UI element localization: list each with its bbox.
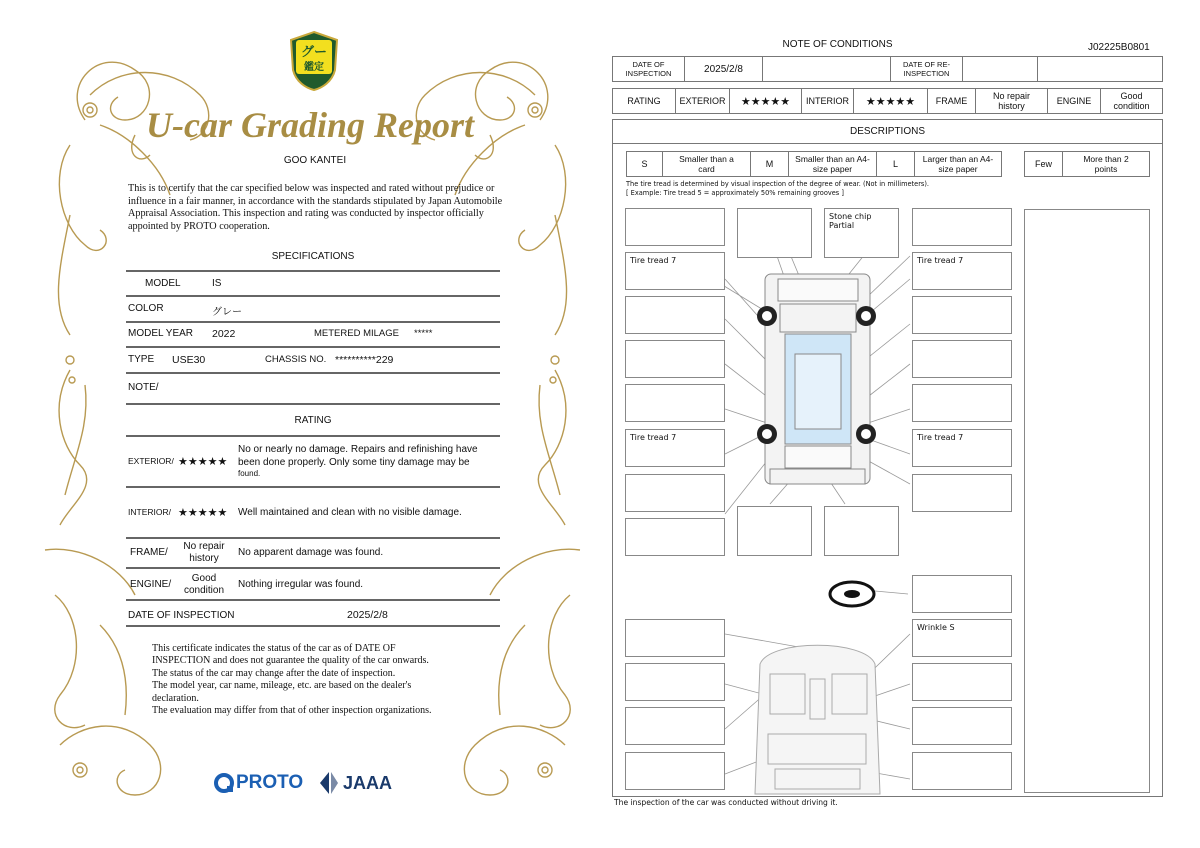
- note-box: [625, 296, 725, 334]
- legend-key-few: Few: [1025, 152, 1063, 176]
- conditions-title: NOTE OF CONDITIONS: [782, 38, 893, 50]
- certificate-footer-text: [152, 643, 482, 717]
- note-box: [625, 340, 725, 378]
- interior-label: INTERIOR/: [128, 507, 171, 517]
- legend-key-l: L: [877, 152, 915, 176]
- legend-text-m: Smaller than an A4-size paper: [789, 152, 877, 176]
- note-box: [625, 663, 725, 701]
- report-title: U-car Grading Report: [145, 105, 474, 145]
- engine-description: Nothing irregular was found.: [238, 579, 364, 590]
- chassis-label: CHASSIS NO.: [265, 354, 327, 365]
- specifications-heading: SPECIFICATIONS: [271, 250, 355, 262]
- certify-text: This is to certify that the car specified below was inspected and rated without prejudice or influence in a fair manner, in accordance with the standards stipulated by Japan Automobile Appraisal Association. This inspection and rating was conducted by inspector officially appointed by PROTO cooperation.: [128, 183, 503, 232]
- model-year-value: 2022: [212, 328, 236, 340]
- engine-value: Good condition: [183, 573, 225, 596]
- exterior-description-2: found.: [238, 469, 261, 478]
- legend-key-s: S: [627, 152, 663, 176]
- interior-stars: ★★★★★: [178, 506, 228, 519]
- exterior-stars: ★★★★★: [178, 455, 228, 468]
- note-box: [912, 474, 1012, 512]
- engine-value: Good condition: [1113, 91, 1150, 111]
- mileage-label: METERED MILAGE: [314, 328, 399, 339]
- note-label: NOTE/: [128, 382, 159, 393]
- exterior-label: EXTERIOR/: [128, 456, 174, 466]
- conditions-footer: The inspection of the car was conducted without driving it.: [614, 798, 838, 807]
- wrinkle-label: Wrinkle S: [917, 623, 955, 632]
- report-code: J02225B0801: [1088, 42, 1150, 53]
- note-box: [625, 518, 725, 556]
- note-box-tire-rear-right: [912, 429, 1012, 467]
- frame-value: No repair history: [976, 89, 1048, 113]
- proto-logo-text: PROTO: [236, 772, 304, 793]
- note-box-tire-front-right: [912, 252, 1012, 290]
- tire-rr-label: Tire tread 7: [917, 433, 964, 442]
- exterior-label: EXTERIOR: [676, 89, 730, 113]
- note-box-wrinkle: [912, 619, 1012, 657]
- jaaa-logo-text: JAAA: [343, 772, 393, 793]
- note-box: [737, 208, 812, 258]
- chassis-value: **********229: [335, 354, 394, 366]
- frame-label: FRAME: [928, 89, 976, 113]
- note-box: [625, 208, 725, 246]
- jaaa-logo: [318, 770, 392, 796]
- note-box: [912, 384, 1012, 422]
- frame-label: FRAME/: [130, 547, 168, 558]
- frame-description: No apparent damage was found.: [238, 547, 384, 558]
- engine-label: ENGINE/: [130, 579, 172, 590]
- footer-line: The model year, car name, mileage, etc. are based on the dealer's: [152, 680, 412, 692]
- interior-description: Well maintained and clean with no visible damage.: [238, 507, 462, 518]
- proto-mark-icon: [213, 772, 235, 794]
- rating-heading: RATING: [294, 414, 332, 426]
- legend-key-m: M: [751, 152, 789, 176]
- note-box-steering: [912, 575, 1012, 613]
- note-box: [912, 208, 1012, 246]
- model-year-label: MODEL YEAR: [128, 328, 194, 339]
- note-box: [625, 384, 725, 422]
- note-box-tire-rear-left: [625, 429, 725, 467]
- type-value: USE30: [172, 354, 206, 366]
- color-label: COLOR: [128, 303, 164, 314]
- footer-line: The evaluation may differ from that of other inspection organizations.: [152, 705, 432, 717]
- report-subtitle: GOO KANTEI: [283, 154, 347, 166]
- note-box: [625, 474, 725, 512]
- interior-label: INTERIOR: [802, 89, 854, 113]
- note-box-tire-front-left: [625, 252, 725, 290]
- engine-label: ENGINE: [1048, 89, 1101, 113]
- color-value: グレー: [212, 307, 242, 318]
- frame-value: No repair history: [183, 541, 225, 564]
- note-box: [912, 296, 1012, 334]
- note-box: [912, 752, 1012, 790]
- grading-report-certificate: [40, 25, 585, 805]
- footer-line: The status of the car may change after the date of inspection.: [152, 667, 396, 679]
- exterior-description: No or nearly no damage. Repairs and refinishing have been done properly. Only some tiny damage may be: [238, 444, 478, 468]
- type-label: TYPE: [128, 354, 155, 365]
- note-box: [625, 619, 725, 657]
- legend-text-s: Smaller than a card: [663, 152, 751, 176]
- note-box: [912, 663, 1012, 701]
- steering-wheel-icon: [830, 582, 874, 606]
- exterior-stars: ★★★★★: [730, 89, 802, 113]
- interior-stars: ★★★★★: [854, 89, 928, 113]
- tire-fl-label: Tire tread 7: [630, 256, 677, 265]
- legend-text-l: Larger than an A4-size paper: [922, 154, 994, 174]
- mileage-value: *****: [414, 328, 433, 339]
- date-of-inspection-value: 2025/2/8: [347, 609, 388, 621]
- tire-note-2: [ Example: Tire tread 5 = approximately 50% remaining grooves ]: [626, 189, 844, 197]
- footer-line: INSPECTION and does not guarantee the quality of the car onwards.: [152, 655, 429, 667]
- stone-chip-label: Stone chip Partial: [829, 212, 872, 230]
- tire-note-1: The tire tread is determined by visual inspection of the degree of wear. (Not in millimeters).: [626, 180, 930, 188]
- proto-logo: [213, 770, 303, 796]
- tire-rl-label: Tire tread 7: [630, 433, 677, 442]
- footer-line: declaration.: [152, 692, 199, 704]
- note-box: [625, 707, 725, 745]
- model-value: IS: [212, 278, 222, 289]
- date-of-inspection-label: DATE OF INSPECTION: [128, 610, 235, 621]
- reinspection-label: DATE OF RE-INSPECTION: [891, 57, 963, 81]
- note-box: [737, 506, 812, 556]
- badge-line1: グー: [300, 44, 327, 60]
- note-box: [625, 752, 725, 790]
- rating-label: RATING: [613, 89, 676, 113]
- model-label: MODEL: [145, 278, 181, 289]
- goo-kantei-badge: [287, 30, 341, 92]
- date-value: 2025/2/8: [685, 57, 763, 81]
- note-box-stone-chip: [824, 208, 899, 258]
- note-box: [824, 506, 899, 556]
- jaaa-mark-icon: [318, 771, 340, 795]
- note-of-conditions-sheet: [610, 34, 1165, 814]
- note-box: [912, 340, 1012, 378]
- descriptions-heading: DESCRIPTIONS: [613, 120, 1162, 144]
- note-box: [912, 707, 1012, 745]
- legend-text-few: More than 2 points: [1083, 154, 1129, 174]
- date-label: DATE OF INSPECTION: [613, 57, 685, 81]
- footer-line: This certificate indicates the status of the car as of DATE OF: [152, 643, 396, 654]
- badge-line2: 鑑定: [304, 61, 324, 73]
- tire-fr-label: Tire tread 7: [917, 256, 964, 265]
